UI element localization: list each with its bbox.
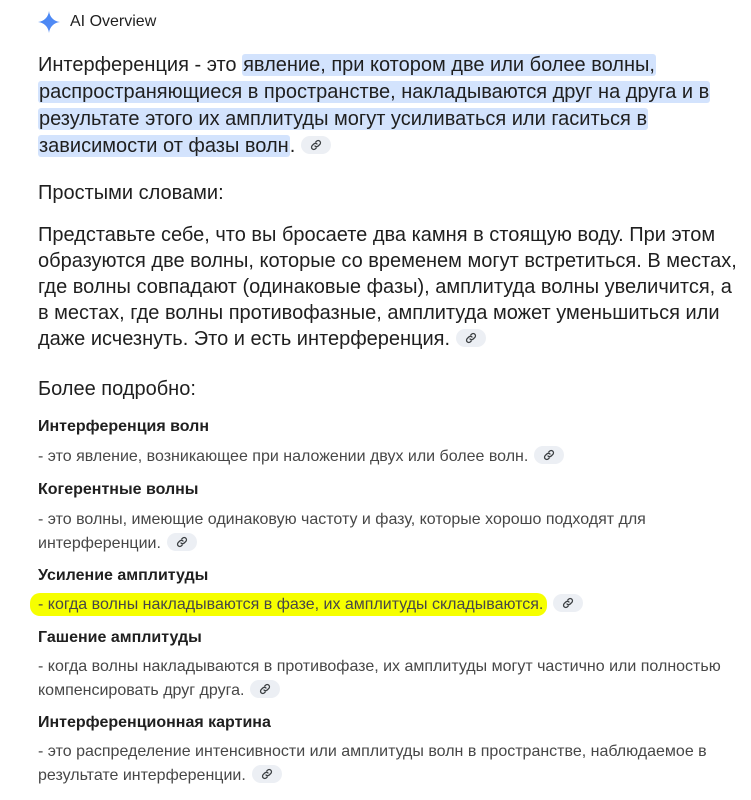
link-icon [261, 768, 273, 780]
detail-description-text: - это волны, имеющие одинаковую частоту и фазу, которые хорошо подходят для интерференции. [38, 511, 646, 552]
intro-suffix: . [289, 135, 296, 157]
details-label: Более подробно: [38, 378, 196, 400]
detail-description [38, 445, 728, 469]
intro-paragraph [38, 52, 743, 160]
source-link-button[interactable] [250, 680, 280, 698]
detail-term: Усиление амплитуды [38, 567, 209, 584]
link-icon [465, 332, 477, 344]
detail-description [38, 655, 728, 703]
ai-overview-title: AI Overview [70, 13, 157, 30]
detail-description [38, 593, 728, 617]
simple-words-text: Представьте себе, что вы бросаете два камня в стоящую воду. При этом образуются две волны, которые со временем могут встретиться. В местах, где волны совпадают (одинаковые фазы), амплитуда волны увеличится, а в местах, где волны противофазные, амплитуда может уменьшиться или даже исчезнуть. Это и есть интерференция. [38, 224, 737, 350]
source-link-button[interactable] [456, 329, 486, 347]
detail-description [38, 740, 728, 788]
simple-words-paragraph [38, 222, 743, 352]
link-icon [259, 683, 271, 695]
detail-description-text: - это явление, возникающее при наложении двух или более волн. [38, 448, 529, 465]
source-link-button[interactable] [167, 533, 197, 551]
source-link-button[interactable] [252, 765, 282, 783]
intro-prefix: Интерференция - это [38, 54, 243, 76]
link-icon [543, 449, 555, 461]
link-icon [310, 139, 322, 151]
detail-term: Интерференция волн [38, 418, 209, 435]
source-link-button[interactable] [301, 136, 331, 154]
source-link-button[interactable] [553, 594, 583, 612]
link-icon [562, 597, 574, 609]
detail-term: Когерентные волны [38, 481, 199, 498]
source-link-button[interactable] [534, 446, 564, 464]
detail-description-text: - это распределение интенсивности или амплитуды волн в пространстве, наблюдаемое в результате интерференции. [38, 743, 707, 784]
detail-description [38, 508, 728, 556]
link-icon [176, 536, 188, 548]
detail-term: Интерференционная картина [38, 714, 271, 731]
detail-term: Гашение амплитуды [38, 629, 202, 646]
intro-highlighted-text: явление, при котором две или более волны, распространяющиеся в пространстве, накладываются друг на друга и в результате этого их амплитуды могут усиливаться или гаситься в зависимости от фазы волн [39, 54, 710, 157]
simple-words-label: Простыми словами: [38, 182, 224, 204]
sparkle-icon [38, 11, 60, 33]
ai-overview-header [38, 11, 156, 33]
detail-description-text: - когда волны накладываются в противофазе, их амплитуды могут частично или полностью компенсировать друг друга. [38, 658, 721, 699]
detail-description-text-highlighted: - когда волны накладываются в фазе, их амплитуды складываются. [30, 593, 547, 616]
